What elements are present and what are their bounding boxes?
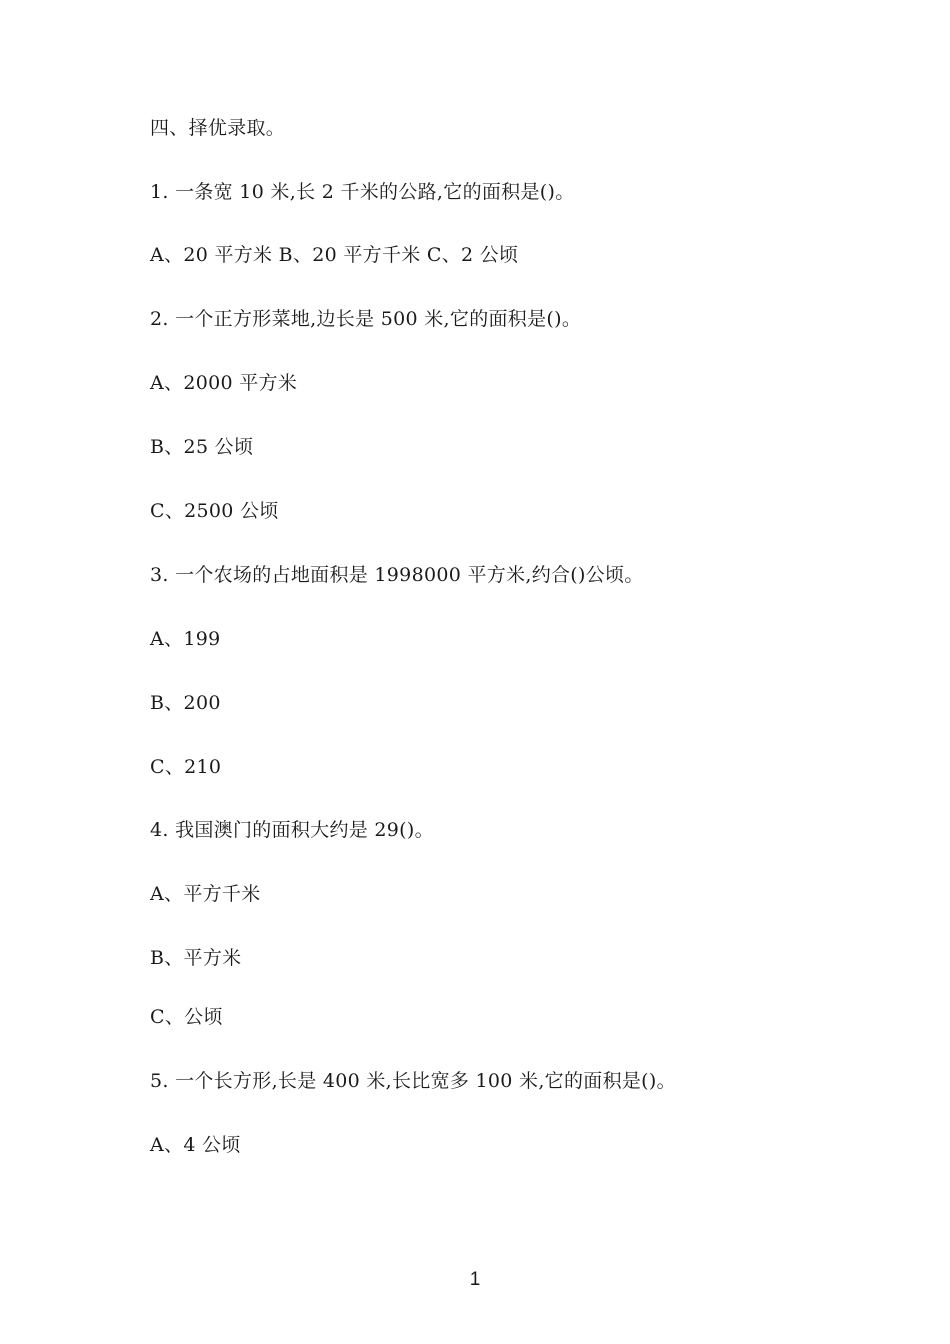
page-number: 1	[469, 1269, 481, 1290]
question-4-option-c: C、公顷	[150, 1006, 223, 1028]
question-2-stem: 2. 一个正方形菜地,边长是 500 米,它的面积是()。	[150, 308, 582, 330]
question-1-options: A、20 平方米 B、20 平方千米 C、2 公顷	[150, 244, 519, 266]
question-3-option-a: A、199	[150, 628, 221, 650]
question-1-stem: 1. 一条宽 10 米,长 2 千米的公路,它的面积是()。	[150, 181, 575, 203]
question-4-option-a: A、平方千米	[150, 883, 261, 905]
question-2-option-a: A、2000 平方米	[150, 372, 298, 394]
question-2-option-c: C、2500 公顷	[150, 500, 279, 522]
question-4-stem: 4. 我国澳门的面积大约是 29()。	[150, 819, 434, 841]
question-5-stem: 5. 一个长方形,长是 400 米,长比宽多 100 米,它的面积是()。	[150, 1070, 676, 1092]
question-3-option-c: C、210	[150, 756, 222, 778]
question-4-option-b: B、平方米	[150, 947, 242, 969]
question-3-stem: 3. 一个农场的占地面积是 1998000 平方米,约合()公顷。	[150, 564, 644, 586]
section-title: 四、择优录取。	[150, 117, 286, 139]
question-2-option-b: B、25 公顷	[150, 436, 254, 458]
question-5-option-a: A、4 公顷	[150, 1134, 241, 1156]
question-3-option-b: B、200	[150, 692, 221, 714]
